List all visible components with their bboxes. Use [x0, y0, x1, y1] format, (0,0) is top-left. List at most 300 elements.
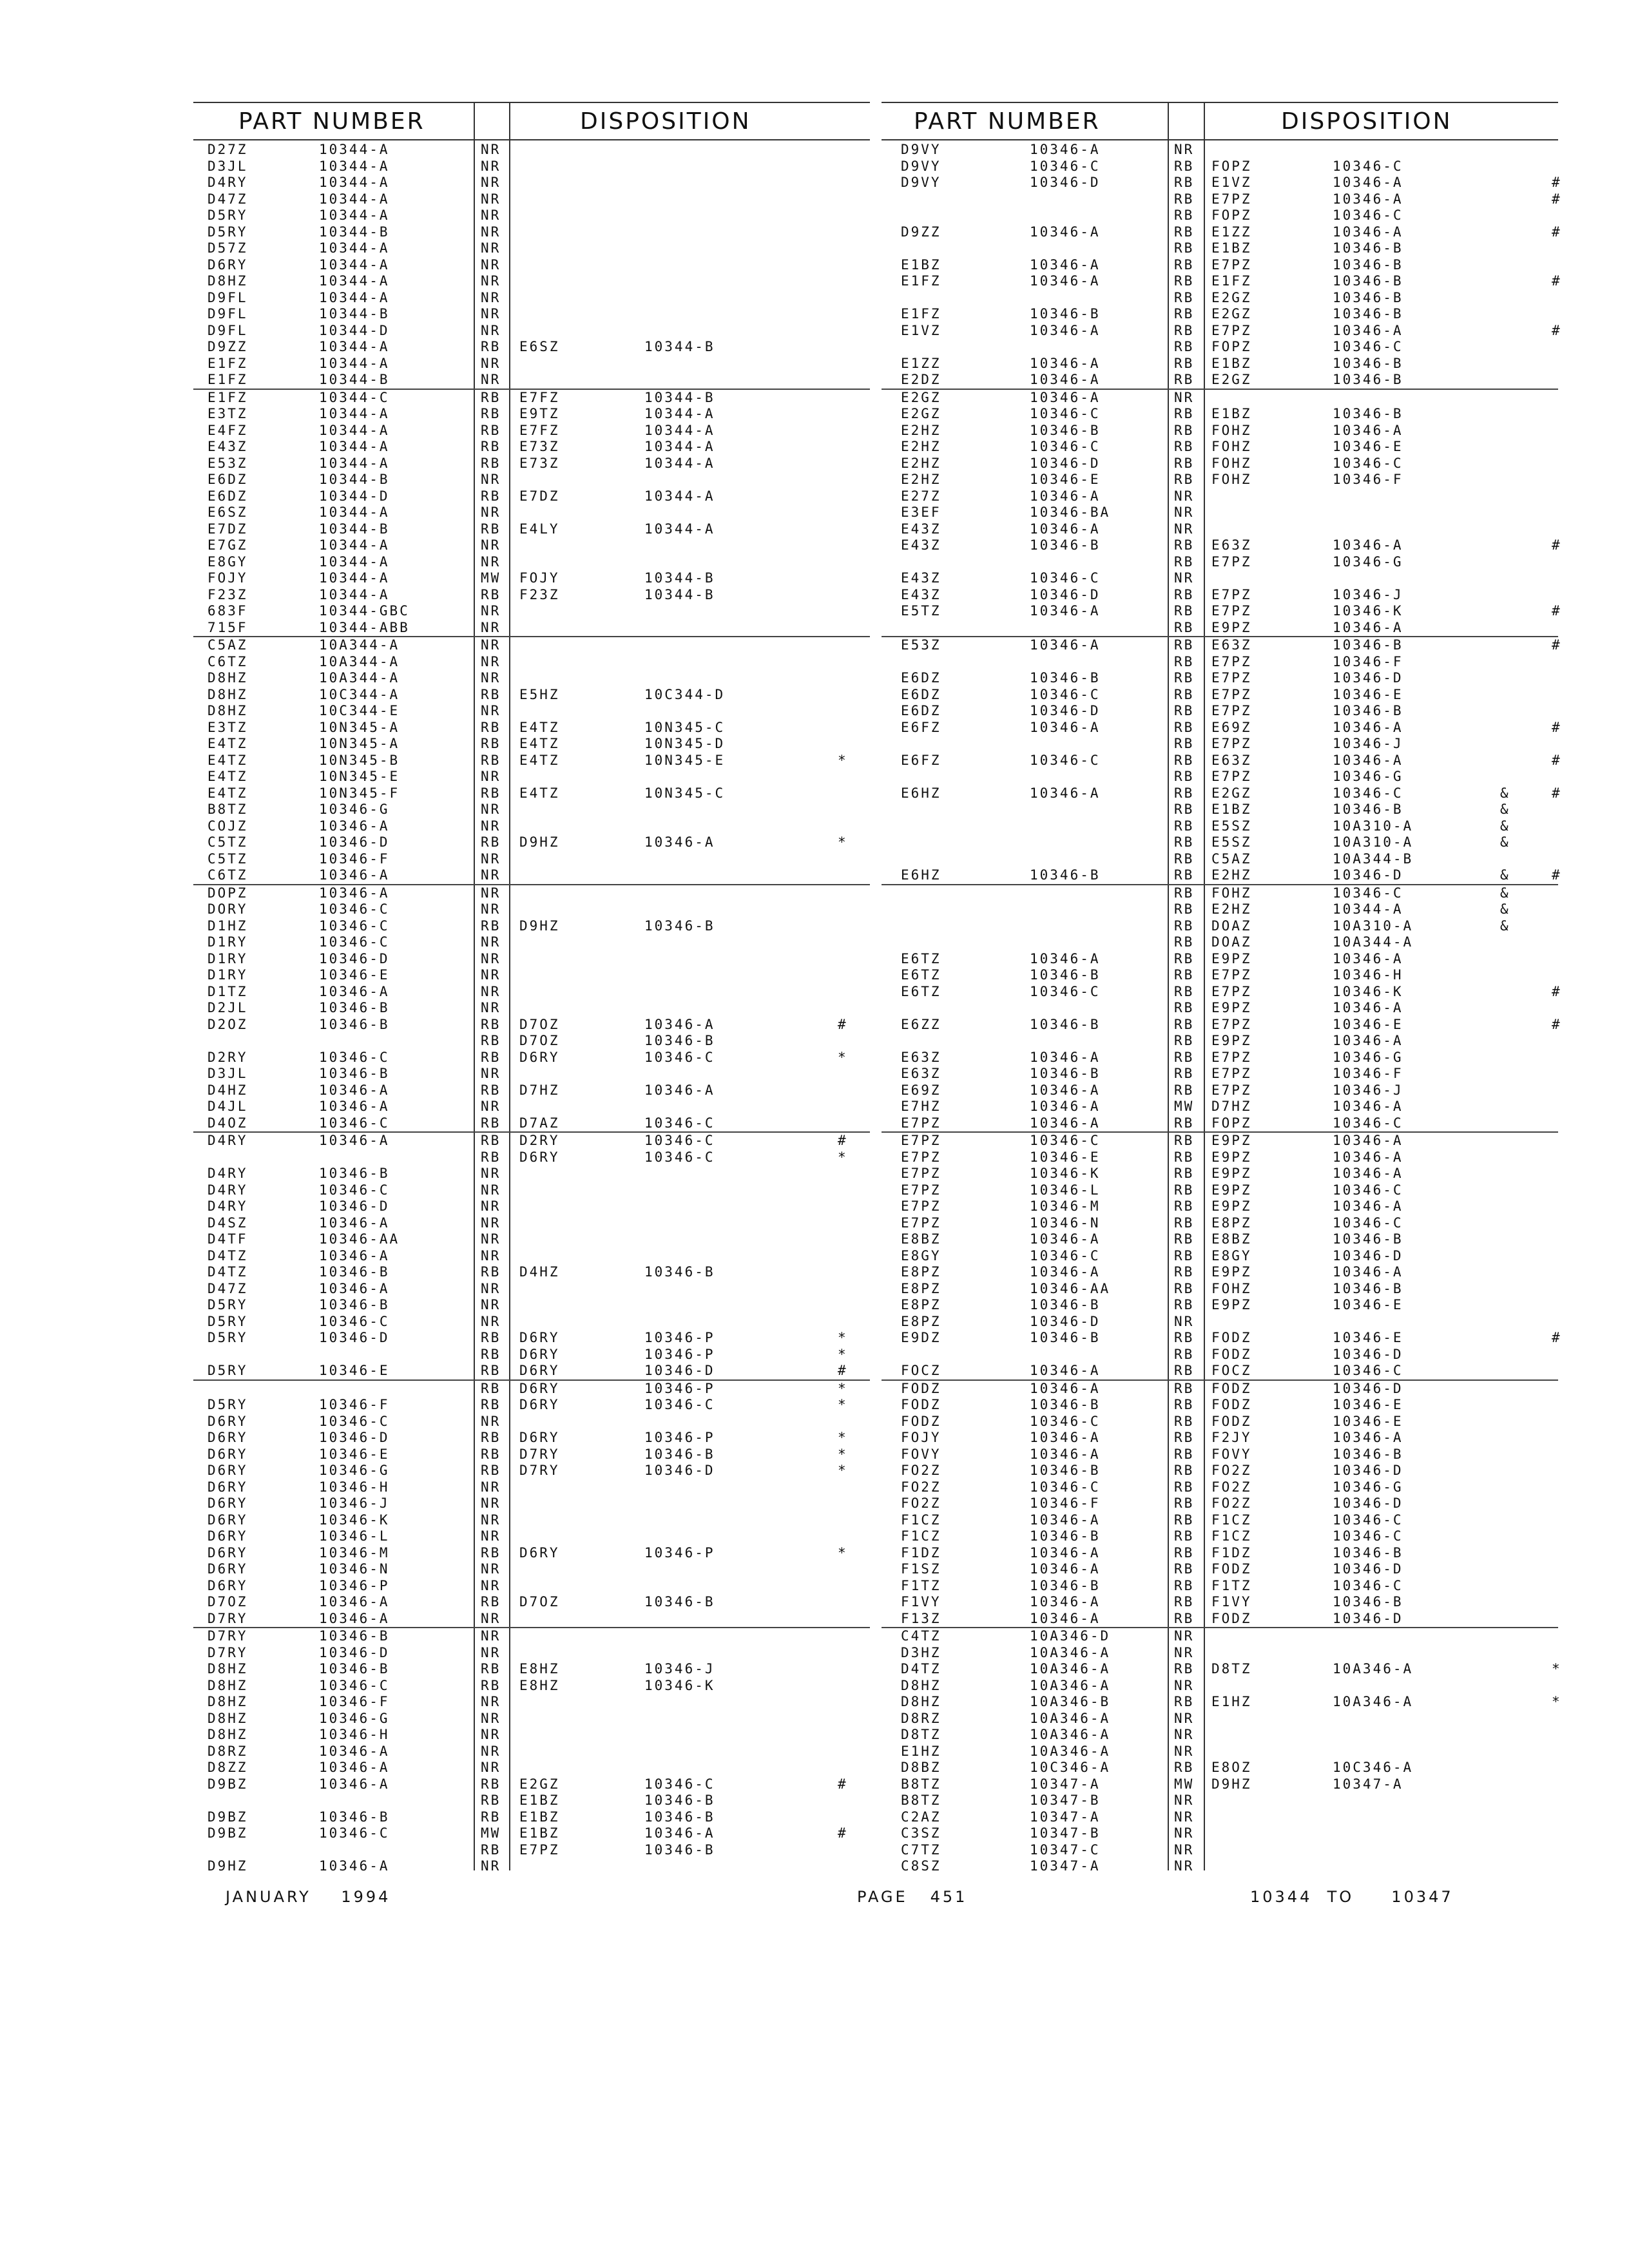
part-number: 10344-A	[319, 586, 390, 602]
disposition-code: NR	[481, 256, 501, 273]
table-row	[882, 703, 1558, 720]
part-number: 10346-AA	[319, 1231, 400, 1247]
table-row	[882, 1744, 1558, 1760]
disposition-code: NR	[481, 1644, 501, 1660]
model-code: E63Z	[901, 1049, 941, 1065]
model-code: B8TZ	[901, 1792, 941, 1808]
replacement-model: D9HZ	[1211, 1776, 1252, 1792]
replacement-model: D6RY	[519, 1346, 560, 1362]
disposition-code: NR	[481, 653, 501, 669]
right-rows	[882, 142, 1562, 1875]
flag-mark: #	[1552, 1330, 1562, 1345]
replacement-model: E8BZ	[1211, 1231, 1252, 1247]
table-row	[193, 1627, 870, 1645]
part-number: 10344-D	[319, 488, 390, 504]
table-row	[193, 1397, 870, 1414]
replacement-model: E7PZ	[1211, 1016, 1252, 1032]
replacement-model: FOPZ	[1211, 339, 1252, 354]
table-row	[882, 1050, 1558, 1066]
model-code: D8HZ	[207, 1677, 248, 1693]
part-number: 10346-A	[1030, 1082, 1101, 1098]
part-number: 10344-A	[319, 422, 390, 438]
table-row	[882, 570, 1558, 587]
flag-mark: *	[1552, 1661, 1562, 1677]
table-row	[882, 273, 1562, 290]
model-code: F1CZ	[901, 1528, 941, 1544]
table-row	[882, 1198, 1558, 1215]
disposition-code: RB	[1174, 207, 1195, 223]
part-number: 10346-A	[1030, 785, 1101, 801]
footer-page: PAGE 451	[857, 1888, 968, 1906]
replacement-part: 10346-D	[1333, 1380, 1403, 1396]
model-code: D7RY	[207, 1610, 248, 1626]
table-row	[882, 257, 1558, 274]
table-row	[882, 687, 1558, 704]
disposition-code: RB	[1174, 537, 1195, 553]
disposition-code: RB	[1174, 1346, 1195, 1362]
disposition-code: RB	[1174, 603, 1195, 619]
replacement-model: D2RY	[519, 1133, 560, 1148]
model-code: E9DZ	[901, 1330, 941, 1345]
model-code: D5RY	[207, 1397, 248, 1412]
replacement-part: 10346-F	[1333, 472, 1403, 487]
table-row	[882, 1182, 1558, 1199]
model-code: D6RY	[207, 1413, 248, 1429]
model-code: D4RY	[207, 175, 248, 190]
part-number: 10344-B	[319, 472, 390, 487]
part-number: 10344-A	[319, 207, 390, 223]
model-code: E8PZ	[901, 1297, 941, 1312]
flag-mark: &	[1500, 785, 1510, 801]
model-code: E8PZ	[901, 1264, 941, 1280]
table-row	[882, 1528, 1558, 1545]
flag-mark: #	[1552, 322, 1562, 338]
disposition-code: MW	[1174, 1099, 1195, 1114]
table-row	[882, 1131, 1558, 1149]
table-row	[882, 554, 1558, 571]
disposition-code: NR	[481, 1297, 501, 1312]
table-row	[193, 1727, 870, 1744]
part-number: 10346-B	[319, 1066, 390, 1081]
model-code: D4HZ	[207, 1082, 248, 1098]
replacement-model: E9PZ	[1211, 950, 1252, 966]
flag-mark: #	[838, 1133, 848, 1148]
part-number: 10347-B	[1030, 1792, 1101, 1808]
table-row	[193, 620, 870, 637]
replacement-model: FOPZ	[1211, 207, 1252, 223]
table-row	[882, 1627, 1558, 1645]
part-number: 10346-A	[319, 1215, 390, 1231]
part-number: 10346-C	[1030, 406, 1101, 421]
replacement-model: E69Z	[1211, 719, 1252, 735]
model-code: E53Z	[901, 637, 941, 653]
disposition-code: NR	[481, 175, 501, 190]
disposition-code: RB	[1174, 719, 1195, 735]
model-code: 715F	[207, 619, 248, 635]
replacement-model: E2GZ	[1211, 372, 1252, 387]
table-row	[882, 1446, 1558, 1463]
table-row	[193, 306, 870, 323]
replacement-part: 10346-B	[1333, 289, 1403, 305]
model-code: FOVY	[901, 1446, 941, 1462]
model-code: FOCZ	[901, 1363, 941, 1378]
table-row	[193, 1182, 870, 1199]
replacement-part: 10346-H	[1333, 967, 1403, 983]
replacement-model: E73Z	[519, 455, 560, 471]
part-number: 10N345-E	[319, 769, 400, 784]
model-code: D3JL	[207, 1066, 248, 1081]
replacement-part: 10346-K	[1333, 603, 1403, 619]
replacement-part: 10346-C	[1333, 1512, 1403, 1528]
part-number: 10344-A	[319, 142, 390, 157]
model-code: D5RY	[207, 1313, 248, 1329]
disposition-code: NR	[481, 802, 501, 817]
disposition-code: RB	[1174, 1149, 1195, 1165]
disposition-code: RB	[1174, 950, 1195, 966]
table-row	[193, 967, 870, 984]
part-number: 10346-B	[319, 1661, 390, 1677]
table-row	[882, 851, 1558, 868]
part-number: 10344-A	[319, 191, 390, 207]
table-row	[193, 372, 870, 389]
table-row	[193, 1017, 870, 1033]
table-row	[193, 191, 870, 208]
part-number: 10346-A	[1030, 1264, 1101, 1280]
replacement-part: 10346-C	[1333, 455, 1403, 471]
replacement-model: DOAZ	[1211, 934, 1252, 950]
model-code: D4RY	[207, 1166, 248, 1181]
disposition-code: RB	[1174, 653, 1195, 669]
replacement-part: 10346-K	[644, 1677, 715, 1693]
disposition-code: RB	[1174, 322, 1195, 338]
part-number: 10346-C	[319, 934, 390, 950]
replacement-model: E9PZ	[1211, 1000, 1252, 1015]
replacement-part: 10344-A	[644, 406, 715, 421]
model-code: COJZ	[207, 818, 248, 834]
table-row	[882, 802, 1558, 818]
disposition-code: NR	[1174, 389, 1195, 405]
replacement-model: FODZ	[1211, 1413, 1252, 1429]
disposition-code: RB	[1174, 472, 1195, 487]
disposition-code: RB	[1174, 1561, 1195, 1577]
table-row	[193, 1033, 870, 1050]
part-number: 10C344-A	[319, 686, 400, 702]
replacement-part: 10346-E	[1333, 1413, 1403, 1429]
disposition-code: NR	[1174, 142, 1195, 157]
replacement-part: 10346-E	[1333, 1397, 1403, 1412]
replacement-part: 10A344-A	[1333, 934, 1414, 950]
part-number: 10346-C	[319, 1677, 390, 1693]
disposition-code: RB	[481, 736, 501, 751]
part-number: 10346-D	[1030, 1313, 1101, 1329]
replacement-part: 10346-F	[1333, 653, 1403, 669]
model-code: D1RY	[207, 967, 248, 983]
replacement-part: 10346-G	[1333, 553, 1403, 570]
table-row	[193, 1314, 870, 1331]
table-row	[193, 802, 870, 818]
flag-mark: #	[1552, 1016, 1562, 1032]
table-row	[882, 1842, 1558, 1859]
part-number: 10346-A	[1030, 1115, 1101, 1131]
part-number: 10346-K	[1030, 1166, 1101, 1181]
replacement-part: 10A310-A	[1333, 818, 1414, 834]
flag-mark: *	[838, 1330, 848, 1345]
flag-mark: &	[1500, 834, 1510, 850]
replacement-model: E1BZ	[1211, 406, 1252, 421]
model-code: FOJY	[901, 1430, 941, 1445]
part-number: 10A344-A	[319, 670, 400, 686]
part-number: 10346-G	[319, 1463, 390, 1478]
replacement-part: 10346-A	[644, 1825, 715, 1841]
disposition-code: RB	[1174, 1760, 1195, 1775]
model-code: D2OZ	[207, 1016, 248, 1032]
part-number: 10346-C	[1030, 752, 1101, 768]
model-code: E4TZ	[207, 736, 248, 751]
disposition-code: NR	[481, 1280, 501, 1296]
part-number: 10346-A	[1030, 521, 1101, 537]
part-number: 10A344-A	[319, 637, 400, 653]
replacement-model: D6RY	[519, 1397, 560, 1412]
table-row	[193, 1578, 870, 1595]
replacement-part: 10346-B	[1333, 372, 1403, 387]
part-number: 10346-A	[1030, 1231, 1101, 1247]
disposition-code: NR	[481, 818, 501, 834]
model-code: D9HZ	[207, 1858, 248, 1874]
replacement-model: D7OZ	[519, 1594, 560, 1610]
replacement-model: F1TZ	[1211, 1577, 1252, 1593]
left-column	[193, 102, 870, 1874]
replacement-model: E9PZ	[1211, 1149, 1252, 1165]
disposition-code: NR	[481, 1313, 501, 1329]
replacement-model: FOHZ	[1211, 422, 1252, 438]
table-row	[882, 175, 1562, 191]
disposition-code: NR	[481, 1166, 501, 1181]
table-row	[193, 456, 870, 472]
disposition-code: NR	[481, 142, 501, 157]
disposition-code: RB	[1174, 175, 1195, 190]
replacement-part: 10346-E	[1333, 1330, 1403, 1345]
disposition-code: RB	[1174, 1133, 1195, 1148]
replacement-model: D6RY	[519, 1049, 560, 1065]
disposition-code: RB	[1174, 1297, 1195, 1312]
replacement-model: E9PZ	[1211, 1033, 1252, 1048]
model-code: E7DZ	[207, 521, 248, 537]
disposition-code: RB	[1174, 1166, 1195, 1181]
part-number: 10344-A	[319, 256, 390, 273]
flag-mark: #	[1552, 867, 1562, 883]
model-code: E7PZ	[901, 1198, 941, 1214]
table-row	[882, 322, 1562, 340]
disposition-code: NR	[481, 191, 501, 207]
part-number: 10344-A	[319, 406, 390, 421]
table-row	[193, 785, 870, 802]
model-code: D9ZZ	[207, 339, 248, 354]
table-row	[193, 1611, 870, 1628]
replacement-part: 10346-B	[1333, 256, 1403, 273]
model-code: C7TZ	[901, 1841, 941, 1858]
disposition-code: RB	[1174, 1363, 1195, 1378]
disposition-code: RB	[1174, 670, 1195, 686]
replacement-model: E5SZ	[1211, 818, 1252, 834]
table-row	[193, 1561, 870, 1578]
disposition-code: MW	[1174, 1776, 1195, 1792]
disposition-code: RB	[1174, 1413, 1195, 1429]
replacement-model: E1BZ	[1211, 355, 1252, 371]
disposition-code: RB	[481, 918, 501, 934]
disposition-code: RB	[481, 422, 501, 438]
part-number: 10346-B	[319, 1809, 390, 1825]
model-code: D9BZ	[207, 1809, 248, 1825]
replacement-part: 10346-B	[1333, 703, 1403, 718]
replacement-part: 10346-A	[1333, 1133, 1403, 1148]
table-row	[193, 1661, 870, 1678]
model-code: E2HZ	[901, 472, 941, 487]
replacement-model: DOAZ	[1211, 918, 1252, 934]
replacement-model: D7RY	[519, 1463, 560, 1478]
table-row	[882, 603, 1562, 620]
part-number: 10346-C	[319, 1049, 390, 1065]
replacement-part: 10346-A	[1333, 191, 1403, 207]
part-number: 10346-D	[319, 1430, 390, 1445]
footer-range: 10344 TO 10347	[1250, 1888, 1454, 1906]
disposition-code: RB	[1174, 619, 1195, 635]
disposition-code: NR	[481, 1231, 501, 1247]
table-row	[193, 1760, 870, 1776]
flag-mark: #	[1552, 175, 1562, 190]
replacement-part: 10346-B	[1333, 1280, 1403, 1296]
flag-mark: #	[1552, 191, 1562, 207]
table-row	[882, 1314, 1558, 1331]
replacement-model: E8HZ	[519, 1661, 560, 1677]
model-code: E6DZ	[207, 488, 248, 504]
disposition-code: RB	[1174, 802, 1195, 817]
replacement-part: 10346-B	[1333, 406, 1403, 421]
disposition-code: RB	[1174, 901, 1195, 917]
replacement-model: D7OZ	[519, 1016, 560, 1032]
replacement-part: 10346-C	[644, 1149, 715, 1165]
table-row	[882, 1661, 1562, 1678]
flag-mark: *	[838, 1430, 848, 1445]
disposition-code: NR	[481, 950, 501, 966]
part-number: 10346-B	[319, 1628, 390, 1644]
part-number: 10346-D	[1030, 175, 1101, 190]
model-code: E6ZZ	[901, 1016, 941, 1032]
replacement-part: 10346-A	[1333, 950, 1403, 966]
right-column	[882, 102, 1562, 1874]
replacement-model: C5AZ	[1211, 850, 1252, 867]
replacement-model: E8OZ	[1211, 1760, 1252, 1775]
model-code: D1RY	[207, 934, 248, 950]
replacement-model: E7PZ	[1211, 983, 1252, 999]
model-code: FO2Z	[901, 1495, 941, 1511]
table-row	[193, 224, 870, 241]
replacement-part: 10346-B	[1333, 1446, 1403, 1462]
flag-mark: *	[838, 752, 848, 768]
model-code: D8TZ	[901, 1727, 941, 1742]
table-row	[193, 1744, 870, 1760]
disposition-code: RB	[1174, 1380, 1195, 1396]
replacement-part: 10344-A	[644, 439, 715, 454]
model-code: D6RY	[207, 1495, 248, 1511]
table-row	[882, 983, 1562, 1001]
replacement-part: 10346-D	[1333, 867, 1403, 883]
part-number: 10346-A	[319, 1280, 390, 1296]
replacement-part: 10346-B	[644, 1841, 715, 1858]
disposition-code: RB	[1174, 1661, 1195, 1677]
replacement-part: 10344-A	[644, 521, 715, 537]
replacement-part: 10346-A	[1333, 422, 1403, 438]
part-number: 10346-E	[319, 967, 390, 983]
part-number: 10346-A	[1030, 1594, 1101, 1610]
replacement-part: 10346-G	[1333, 1049, 1403, 1065]
replacement-part: 10C344-D	[644, 686, 726, 702]
part-number: 10346-C	[1030, 439, 1101, 454]
part-number: 10346-C	[319, 1413, 390, 1429]
part-number: 10346-C	[319, 1313, 390, 1329]
replacement-model: E4TZ	[519, 752, 560, 768]
table-row	[193, 290, 870, 307]
replacement-part: 10346-A	[644, 1016, 715, 1032]
part-number: 10N345-B	[319, 752, 400, 768]
disposition-code: RB	[481, 785, 501, 801]
model-code: E4TZ	[207, 752, 248, 768]
part-number: 10346-A	[1030, 1099, 1101, 1114]
replacement-part: 10346-C	[1333, 885, 1403, 901]
model-code: C6TZ	[207, 867, 248, 883]
model-code: E69Z	[901, 1082, 941, 1098]
disposition-code: RB	[481, 339, 501, 354]
disposition-code: NR	[1174, 505, 1195, 520]
part-number: 10346-N	[319, 1561, 390, 1577]
replacement-model: E9PZ	[1211, 1198, 1252, 1214]
part-number: 10346-G	[319, 802, 390, 817]
replacement-part: 10346-C	[1333, 1182, 1403, 1198]
table-row	[882, 752, 1562, 769]
disposition-code: RB	[1174, 355, 1195, 371]
replacement-part: 10346-C	[1333, 207, 1403, 223]
disposition-code: NR	[1174, 1809, 1195, 1825]
table-row	[193, 1215, 870, 1232]
table-row	[882, 1248, 1558, 1265]
part-number: 10346-F	[319, 1694, 390, 1709]
part-number: 10344-A	[319, 355, 390, 371]
part-number: 10344-A	[319, 273, 390, 289]
table-row	[882, 372, 1558, 389]
replacement-model: D6RY	[519, 1380, 560, 1396]
table-row	[193, 834, 870, 851]
table-row	[193, 1711, 870, 1727]
model-code: D6RY	[207, 1430, 248, 1445]
disposition-code: RB	[1174, 867, 1195, 883]
disposition-code: NR	[1174, 1792, 1195, 1808]
table-row	[193, 951, 870, 968]
table-row	[193, 273, 870, 290]
model-code: D8HZ	[207, 1710, 248, 1726]
model-code: D1RY	[207, 950, 248, 966]
disposition-code: RB	[1174, 306, 1195, 322]
part-number: 10346-A	[319, 1099, 390, 1114]
model-code: D6RY	[207, 1512, 248, 1528]
part-number: 10346-A	[1030, 1512, 1101, 1528]
disposition-code: NR	[1174, 1644, 1195, 1660]
disposition-code: RB	[1174, 1512, 1195, 1528]
table-row	[882, 818, 1558, 835]
part-number: 10346-A	[319, 1247, 390, 1264]
part-number: 10346-A	[1030, 488, 1101, 504]
table-row	[882, 1645, 1558, 1662]
table-row	[882, 1363, 1558, 1379]
replacement-part: 10346-A	[644, 834, 715, 850]
